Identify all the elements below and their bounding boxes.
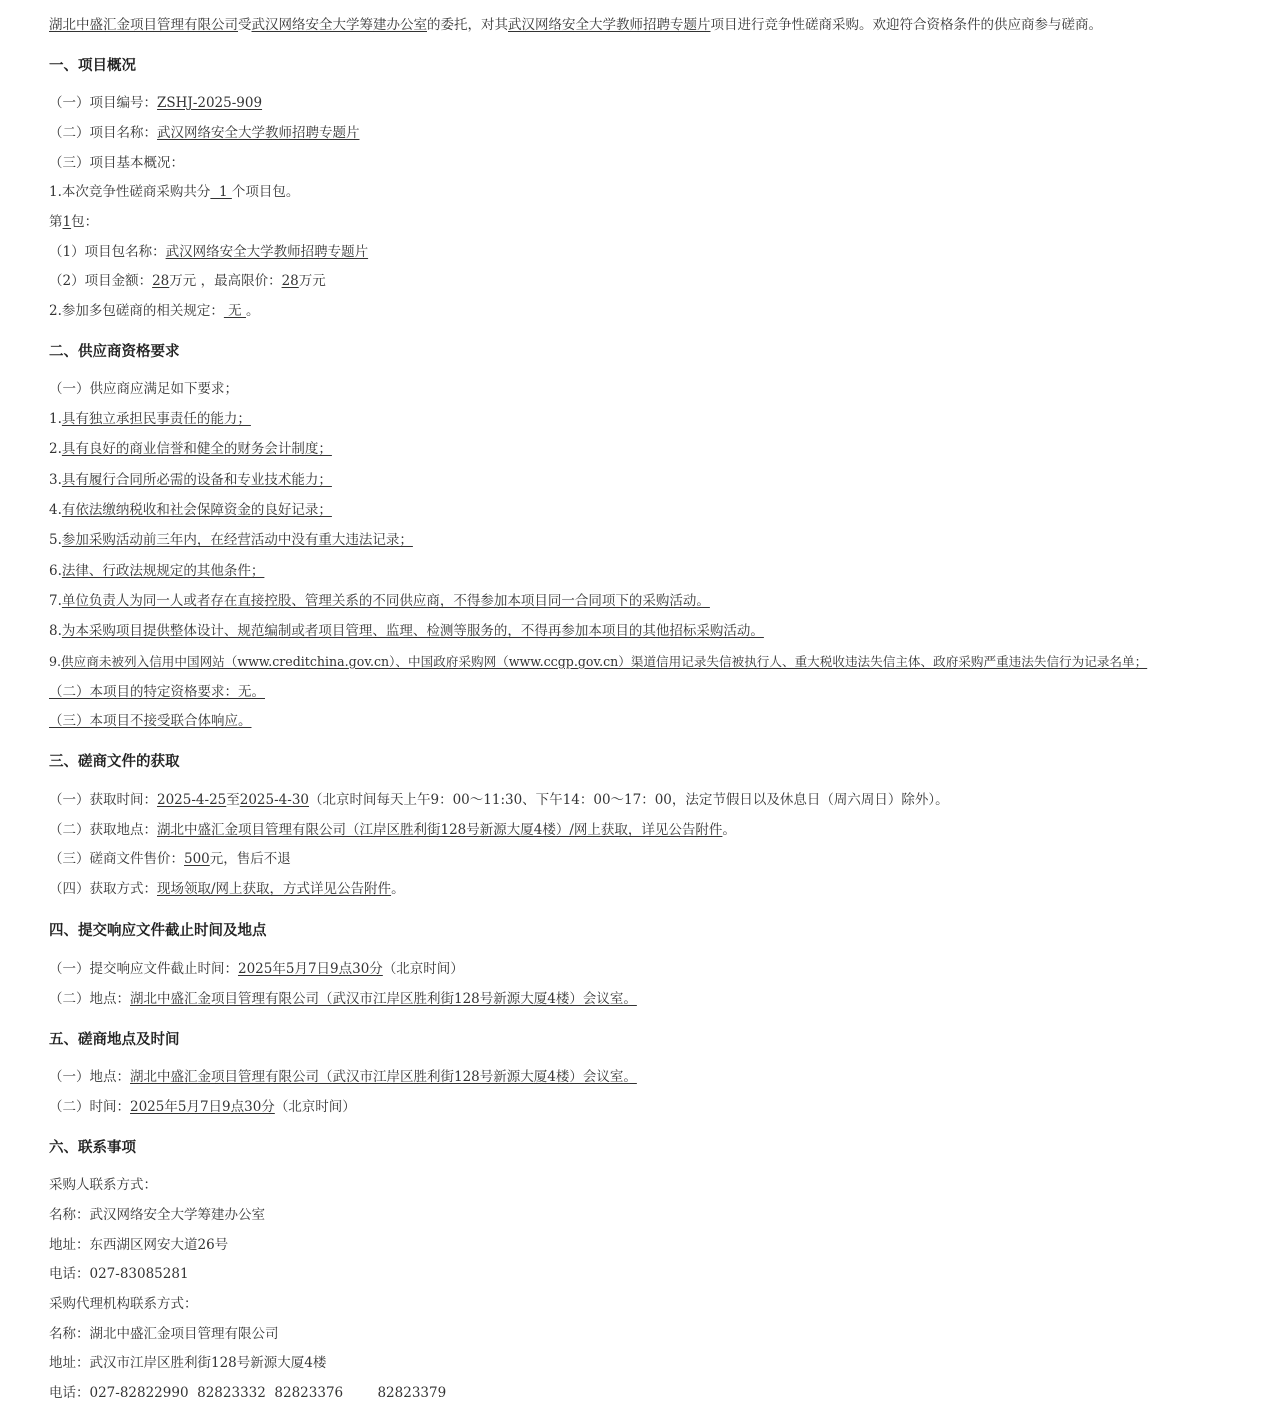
document-price: 500 [184, 851, 210, 867]
obtain-time-line: （一）获取时间：2025-4-25至2025-4-30（北京时间每天上午9：00～11:30、下午14：00～17：00，法定节假日以及休息日（周六周日）除外）。 [49, 792, 949, 808]
obtain-way: 现场领取/网上获取，方式详见公告附件 [157, 881, 392, 897]
package-count: 1 [210, 184, 232, 200]
purchaser-name: 武汉网络安全大学筹建办公室 [251, 17, 427, 33]
agent-name: 名称：湖北中盛汇金项目管理有限公司 [49, 1326, 279, 1342]
agency-name: 湖北中盛汇金项目管理有限公司 [49, 17, 238, 33]
qualification-item: 6.法律、行政法规规定的其他条件； [49, 563, 265, 579]
package-count-line: 1.本次竞争性磋商采购共分 1 个项目包。 [49, 184, 300, 200]
consultation-place: 湖北中盛汇金项目管理有限公司（武汉市江岸区胜利街128号新源大厦4楼）会议室。 [130, 1069, 637, 1085]
section-title-deadline: 四、提交响应文件截止时间及地点 [49, 923, 267, 939]
buyer-contact-label: 采购人联系方式： [49, 1177, 157, 1193]
agent-address: 地址：武汉市江岸区胜利街128号新源大厦4楼 [49, 1355, 327, 1371]
section-title-consultation: 五、磋商地点及时间 [49, 1032, 180, 1048]
project-name: 武汉网络安全大学教师招聘专题片 [508, 17, 711, 33]
max-limit: 28 [281, 273, 299, 289]
obtain-start-date: 2025-4-25 [157, 792, 227, 808]
consultation-time-line: （二）时间：2025年5月7日9点30分（北京时间） [49, 1099, 356, 1115]
qualification-intro: （一）供应商应满足如下要求； [49, 381, 238, 397]
agent-phone: 电话：027-82822990 82823332 82823376 82823379 [49, 1385, 447, 1401]
section-title-overview: 一、项目概况 [49, 58, 136, 74]
multi-package-line: 2.参加多包磋商的相关规定： 无 。 [49, 303, 260, 319]
special-qualification: （二）本项目的特定资格要求：无。 [49, 684, 265, 700]
obtain-place: 湖北中盛汇金项目管理有限公司（江岸区胜利街128号新源大厦4楼）/网上获取，详见公告附件 [157, 822, 723, 838]
qualification-item: 9.供应商未被列入信用中国网站（www.creditchina.gov.cn）、中国政府采购网（www.ccgp.gov.cn）渠道信用记录失信被执行人、重大税收违法失信主体、政府采购严重违法失信行为记录名单； [49, 654, 1148, 669]
package-name-line: （1）项目包名称：武汉网络安全大学教师招聘专题片 [49, 244, 369, 260]
deadline-line: （一）提交响应文件截止时间：2025年5月7日9点30分（北京时间） [49, 961, 464, 977]
amount-line: （2）项目金额：28万元 ，最高限价：28万元 [49, 273, 326, 289]
project-code-line: （一）项目编号：ZSHJ-2025-909 [49, 95, 263, 111]
submit-place-line: （二）地点：湖北中盛汇金项目管理有限公司（武汉市江岸区胜利街128号新源大厦4楼）会议室。 [49, 991, 637, 1007]
package-name: 武汉网络安全大学教师招聘专题片 [165, 244, 369, 260]
section-title-qualification: 二、供应商资格要求 [49, 344, 180, 360]
qualification-item: 8.为本采购项目提供整体设计、规范编制或者项目管理、监理、检测等服务的，不得再参加本项目的其他招标采购活动。 [49, 623, 764, 639]
consultation-time: 2025年5月7日9点30分 [130, 1099, 275, 1115]
deadline-value: 2025年5月7日9点30分 [238, 961, 383, 977]
qualification-item: 1.具有独立承担民事责任的能力； [49, 411, 251, 427]
project-name-value: 武汉网络安全大学教师招聘专题片 [157, 125, 360, 141]
qualification-item: 5.参加采购活动前三年内，在经营活动中没有重大违法记录； [49, 532, 413, 548]
qualification-item: 2.具有良好的商业信誉和健全的财务会计制度； [49, 441, 332, 457]
agent-contact-label: 采购代理机构联系方式： [49, 1296, 198, 1312]
project-amount: 28 [152, 273, 170, 289]
document-price-line: （三）磋商文件售价：500元，售后不退 [49, 851, 291, 867]
basic-overview-label: （三）项目基本概况： [49, 155, 184, 171]
buyer-address: 地址：东西湖区网安大道26号 [49, 1237, 229, 1253]
qualification-item: 4.有依法缴纳税收和社会保障资金的良好记录； [49, 502, 332, 518]
no-joint-bid: （三）本项目不接受联合体响应。 [49, 713, 252, 729]
consultation-place-line: （一）地点：湖北中盛汇金项目管理有限公司（武汉市江岸区胜利街128号新源大厦4楼）会议室。 [49, 1069, 637, 1085]
section-title-obtain: 三、磋商文件的获取 [49, 754, 180, 770]
obtain-way-line: （四）获取方式：现场领取/网上获取，方式详见公告附件。 [49, 881, 405, 897]
project-code: ZSHJ-2025-909 [157, 95, 263, 111]
package-number: 1 [62, 214, 72, 230]
qualification-item: 7.单位负责人为同一人或者存在直接控股、管理关系的不同供应商，不得参加本项目同一合同项下的采购活动。 [49, 593, 710, 609]
package-number-line: 第1包： [49, 214, 99, 230]
section-title-contact: 六、联系事项 [49, 1140, 136, 1156]
qualification-item: 3.具有履行合同所必需的设备和专业技术能力； [49, 472, 332, 488]
obtain-end-date: 2025-4-30 [239, 792, 309, 808]
obtain-place-line: （二）获取地点：湖北中盛汇金项目管理有限公司（江岸区胜利街128号新源大厦4楼）/网上获取，详见公告附件。 [49, 822, 736, 838]
project-name-line: （二）项目名称：武汉网络安全大学教师招聘专题片 [49, 125, 360, 141]
multi-package-value: 无 [223, 303, 246, 319]
buyer-phone: 电话：027-83085281 [49, 1266, 189, 1282]
intro-paragraph: 湖北中盛汇金项目管理有限公司受武汉网络安全大学筹建办公室的委托，对其武汉网络安全大学教师招聘专题片项目进行竞争性磋商采购。欢迎符合资格条件的供应商参与磋商。 [49, 17, 1102, 33]
submit-place: 湖北中盛汇金项目管理有限公司（武汉市江岸区胜利街128号新源大厦4楼）会议室。 [130, 991, 637, 1007]
buyer-name: 名称：武汉网络安全大学筹建办公室 [49, 1207, 265, 1223]
